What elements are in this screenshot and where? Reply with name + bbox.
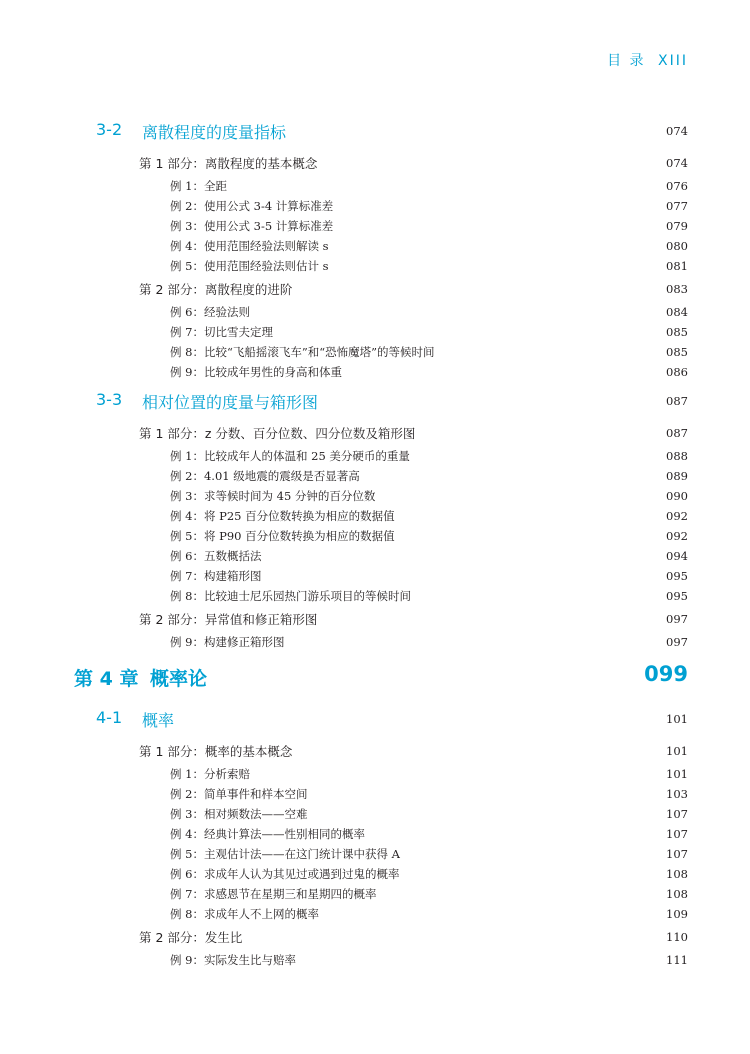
page-number: 107 — [666, 827, 688, 841]
example-title: 例 2：4.01 级地震的震级是否显著高 — [170, 469, 360, 483]
page-number: 092 — [666, 529, 688, 543]
page-number: 097 — [666, 635, 688, 649]
page-number: 085 — [666, 345, 688, 359]
example-title: 例 8：比较迪士尼乐园热门游乐项目的等候时间 — [170, 589, 411, 603]
page-header — [601, 50, 688, 70]
toc-example[interactable] — [0, 302, 750, 322]
example-title: 例 3：相对频数法——空难 — [170, 807, 308, 821]
chapter-number: 第 4 章 — [74, 668, 139, 690]
toc-example[interactable] — [0, 566, 750, 586]
example-title: 例 4：使用范围经验法则解读 s — [170, 239, 329, 253]
example-title: 例 3：使用公式 3-5 计算标准差 — [170, 219, 334, 233]
page-number: 094 — [666, 549, 688, 563]
page-number: 087 — [666, 394, 688, 408]
page-number: 111 — [666, 953, 688, 967]
example-title: 例 1：全距 — [170, 179, 227, 193]
page-number: 076 — [666, 179, 688, 193]
toc-example[interactable] — [0, 632, 750, 652]
example-title: 例 6：五数概括法 — [170, 549, 262, 563]
page-number: 108 — [666, 887, 688, 901]
header-label: 目 录 — [607, 53, 646, 69]
toc-example[interactable] — [0, 486, 750, 506]
page-number: 101 — [666, 744, 688, 758]
toc-example[interactable] — [0, 236, 750, 256]
toc-example[interactable] — [0, 216, 750, 236]
part-title: 第 2 部分：离散程度的进阶 — [139, 282, 293, 297]
page-number: 084 — [666, 305, 688, 319]
example-title: 例 4：经典计算法——性别相同的概率 — [170, 827, 365, 841]
toc-part[interactable] — [0, 150, 750, 176]
example-title: 例 7：构建箱形图 — [170, 569, 262, 583]
header-page-roman: XIII — [658, 53, 688, 69]
example-title: 例 4：将 P25 百分位数转换为相应的数据值 — [170, 509, 395, 523]
example-title: 例 1：比较成年人的体温和 25 美分硬币的重量 — [170, 449, 410, 463]
example-title: 例 3：求等候时间为 45 分钟的百分位数 — [170, 489, 376, 503]
toc-example[interactable] — [0, 322, 750, 342]
example-title: 例 9：比较成年男性的身高和体重 — [170, 365, 342, 379]
toc-part[interactable] — [0, 606, 750, 632]
example-title: 例 7：求感恩节在星期三和星期四的概率 — [170, 887, 377, 901]
toc-example[interactable] — [0, 844, 750, 864]
toc-example[interactable] — [0, 176, 750, 196]
toc-example[interactable] — [0, 546, 750, 566]
page-number: 079 — [666, 219, 688, 233]
section-title: 概率 — [142, 711, 175, 730]
toc-example[interactable] — [0, 526, 750, 546]
toc-example[interactable] — [0, 950, 750, 970]
part-title: 第 2 部分：异常值和修正箱形图 — [139, 612, 318, 627]
toc-example[interactable] — [0, 904, 750, 924]
toc-chapter-4[interactable] — [0, 652, 750, 700]
chapter-page-number: 099 — [644, 662, 688, 686]
part-title: 第 1 部分：概率的基本概念 — [139, 744, 293, 759]
page-number: 081 — [666, 259, 688, 273]
chapter-title: 概率论 — [150, 668, 208, 690]
toc-example[interactable] — [0, 506, 750, 526]
page-number: 080 — [666, 239, 688, 253]
section-title: 离散程度的度量指标 — [142, 123, 287, 142]
page-number: 107 — [666, 807, 688, 821]
part-title: 第 1 部分：z 分数、百分位数、四分位数及箱形图 — [139, 426, 416, 441]
page-number: 101 — [666, 712, 688, 726]
example-title: 例 1：分析索赔 — [170, 767, 250, 781]
toc-section-3-2[interactable] — [0, 112, 750, 150]
page-number: 086 — [666, 365, 688, 379]
page-number: 083 — [666, 282, 688, 296]
page-number: 074 — [666, 156, 688, 170]
toc-part[interactable] — [0, 924, 750, 950]
example-title: 例 7：切比雪夫定理 — [170, 325, 273, 339]
toc-example[interactable] — [0, 466, 750, 486]
section-number: 3-2 — [96, 120, 123, 139]
example-title: 例 9：构建修正箱形图 — [170, 635, 285, 649]
toc-part[interactable] — [0, 420, 750, 446]
toc-example[interactable] — [0, 864, 750, 884]
page-number: 077 — [666, 199, 688, 213]
example-title: 例 2：简单事件和样本空间 — [170, 787, 308, 801]
example-title: 例 5：使用范围经验法则估计 s — [170, 259, 329, 273]
example-title: 例 2：使用公式 3-4 计算标准差 — [170, 199, 334, 213]
page-number: 109 — [666, 907, 688, 921]
toc-part[interactable] — [0, 738, 750, 764]
page-number: 110 — [666, 930, 688, 944]
section-title: 相对位置的度量与箱形图 — [142, 393, 319, 412]
page-number: 101 — [666, 767, 688, 781]
example-title: 例 5：将 P90 百分位数转换为相应的数据值 — [170, 529, 395, 543]
toc-section-3-3[interactable] — [0, 382, 750, 420]
example-title: 例 9：实际发生比与赔率 — [170, 953, 296, 967]
example-title: 例 6：经验法则 — [170, 305, 250, 319]
page-number: 095 — [666, 589, 688, 603]
toc-example[interactable] — [0, 446, 750, 466]
part-title: 第 2 部分：发生比 — [139, 930, 243, 945]
page-number: 088 — [666, 449, 688, 463]
section-number: 4-1 — [96, 708, 123, 727]
toc-example[interactable] — [0, 342, 750, 362]
toc-example[interactable] — [0, 196, 750, 216]
page-number: 107 — [666, 847, 688, 861]
page-number: 090 — [666, 489, 688, 503]
example-title: 例 8：求成年人不上网的概率 — [170, 907, 319, 921]
page-number: 089 — [666, 469, 688, 483]
table-of-contents — [0, 112, 750, 970]
toc-example[interactable] — [0, 764, 750, 784]
page-number: 074 — [666, 124, 688, 138]
page-number: 097 — [666, 612, 688, 626]
page-number: 095 — [666, 569, 688, 583]
example-title: 例 5：主观估计法——在这门统计课中获得 A — [170, 847, 400, 861]
section-number: 3-3 — [96, 390, 123, 409]
toc-example[interactable] — [0, 784, 750, 804]
part-title: 第 1 部分：离散程度的基本概念 — [139, 156, 318, 171]
toc-example[interactable] — [0, 256, 750, 276]
toc-section-4-1[interactable] — [0, 700, 750, 738]
page-number: 085 — [666, 325, 688, 339]
page-number: 103 — [666, 787, 688, 801]
toc-example[interactable] — [0, 362, 750, 382]
toc-part[interactable] — [0, 276, 750, 302]
page-number: 087 — [666, 426, 688, 440]
example-title: 例 8：比较“飞船摇滚飞车”和“恐怖魔塔”的等候时间 — [170, 345, 435, 359]
toc-example[interactable] — [0, 824, 750, 844]
toc-example[interactable] — [0, 586, 750, 606]
page-number: 092 — [666, 509, 688, 523]
page-number: 108 — [666, 867, 688, 881]
example-title: 例 6：求成年人认为其见过或遇到过鬼的概率 — [170, 867, 400, 881]
toc-example[interactable] — [0, 884, 750, 904]
toc-example[interactable] — [0, 804, 750, 824]
